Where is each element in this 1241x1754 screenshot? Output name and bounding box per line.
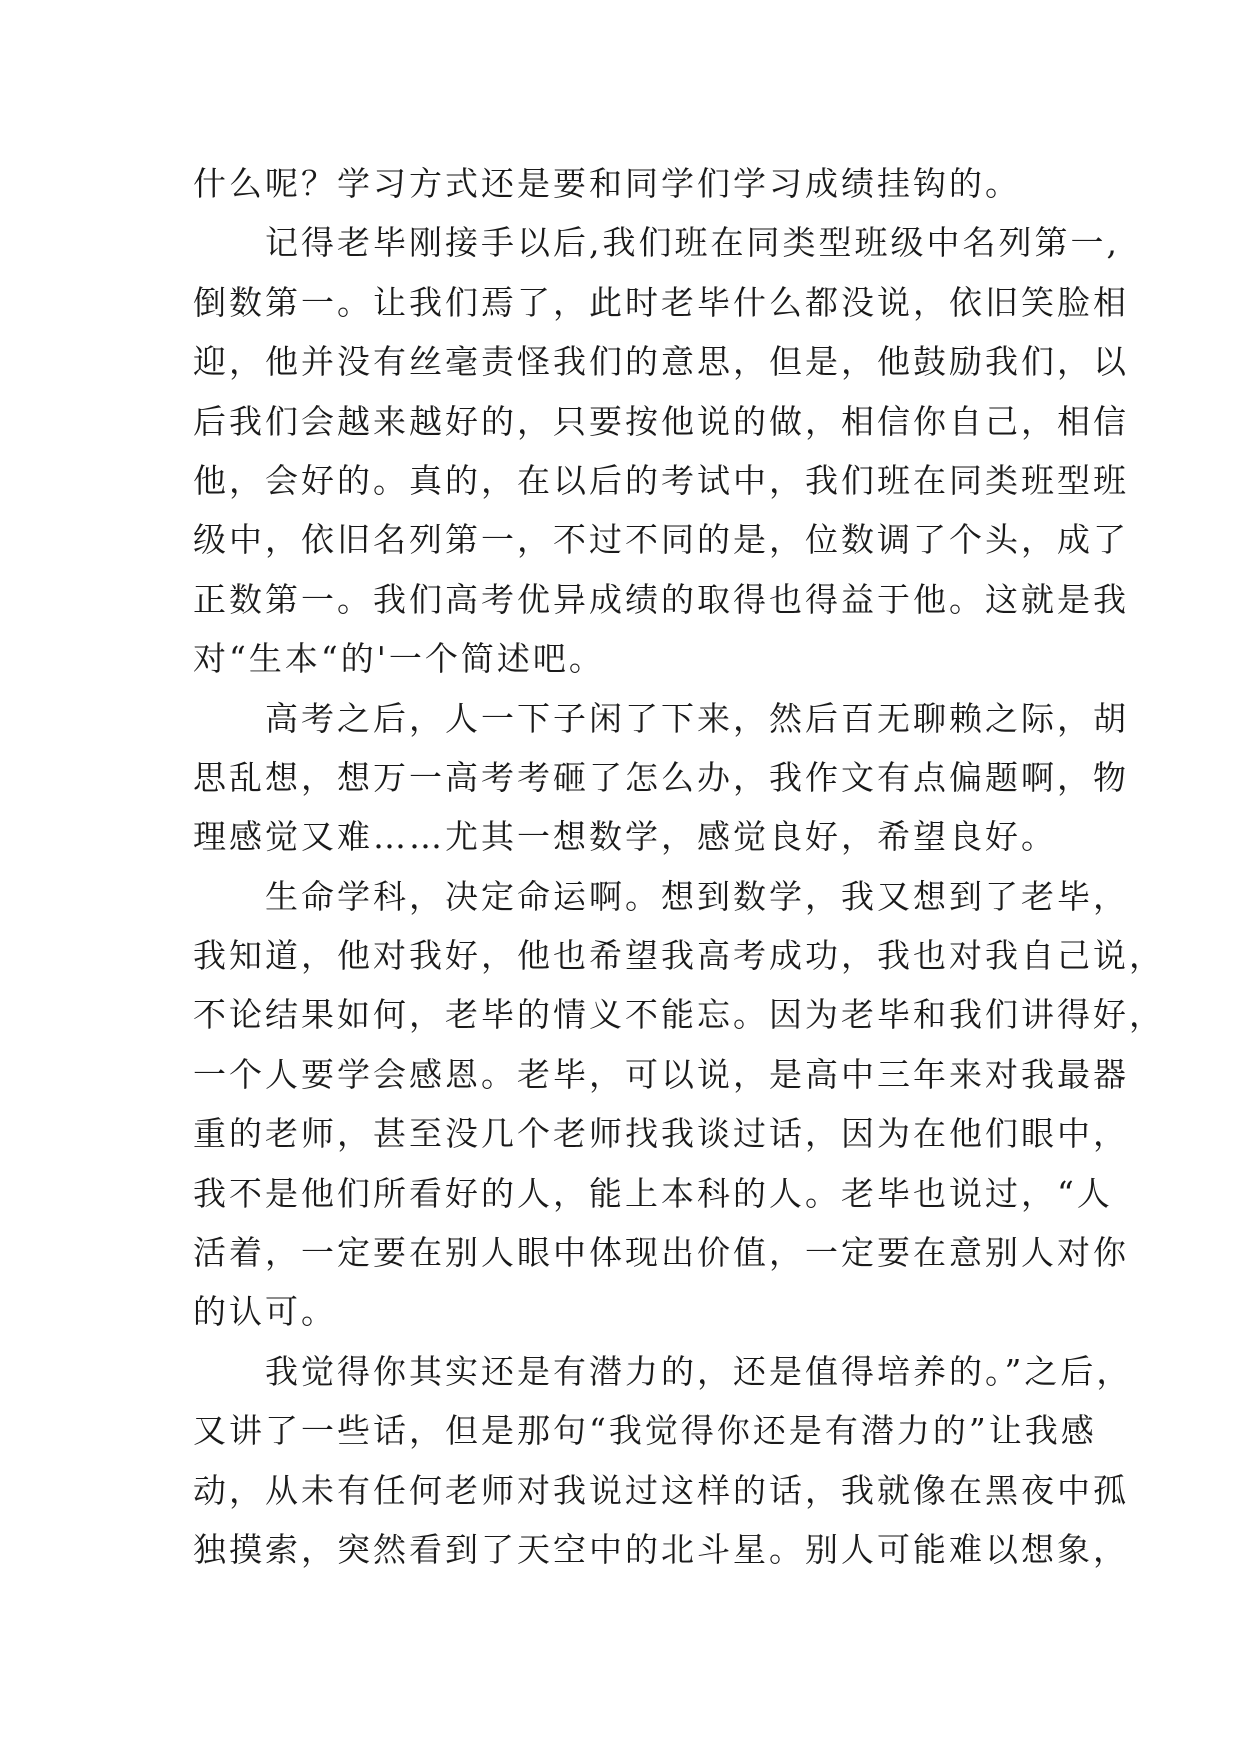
text-line: 我觉得你其实还是有潜力的，还是值得培养的。”之后，	[193, 1351, 1133, 1391]
text-line: 重的老师，甚至没几个老师找我谈过话，因为在他们眼中，	[193, 1114, 1129, 1154]
text-line: 独摸索，突然看到了天空中的北斗星。别人可能难以想象，	[193, 1529, 1129, 1569]
text-line: 的认可。	[193, 1292, 337, 1332]
text-line: 高考之后，人一下子闲了下来，然后百无聊赖之际，胡	[193, 698, 1129, 738]
text-line: 动，从未有任何老师对我说过这样的话，我就像在黑夜中孤	[193, 1470, 1129, 1510]
body-text	[193, 154, 1165, 1579]
text-line: 级中，依旧名列第一，不过不同的是，位数调了个头，成了	[193, 520, 1129, 560]
text-line: 又讲了一些话，但是那句“我觉得你还是有潜力的”让我感	[193, 1411, 1097, 1451]
text-line: 迎，他并没有丝毫责怪我们的意思，但是，他鼓励我们，以	[193, 342, 1129, 382]
text-line: 他，会好的。真的，在以后的考试中，我们班在同类班型班	[193, 460, 1129, 500]
text-line: 我知道，他对我好，他也希望我高考成功，我也对我自己说，	[193, 936, 1165, 976]
text-line: 一个人要学会感恩。老毕，可以说，是高中三年来对我最器	[193, 1054, 1129, 1094]
text-line: 不论结果如何，老毕的情义不能忘。因为老毕和我们讲得好，	[193, 995, 1165, 1035]
text-line: 后我们会越来越好的，只要按他说的做，相信你自己，相信	[193, 401, 1129, 441]
text-line: 我不是他们所看好的人，能上本科的人。老毕也说过，“人	[193, 1173, 1113, 1213]
text-line: 正数第一。我们高考优异成绩的取得也得益于他。这就是我	[193, 579, 1129, 619]
text-line: 思乱想，想万一高考考砸了怎么办，我作文有点偏题啊，物	[193, 757, 1129, 797]
text-line: 理感觉又难……尤其一想数学，感觉良好，希望良好。	[193, 817, 1057, 857]
text-line: 倒数第一。让我们焉了，此时老毕什么都没说，依旧笑脸相	[193, 282, 1129, 322]
text-line: 什么呢？学习方式还是要和同学们学习成绩挂钩的。	[193, 164, 1021, 203]
text-line: 记得老毕刚接手以后,我们班在同类型班级中名列第一,	[193, 223, 1120, 263]
text-line: 生命学科，决定命运啊。想到数学，我又想到了老毕，	[193, 876, 1129, 916]
text-line: 对“生本“的'一个简述吧。	[193, 639, 605, 679]
text-line: 活着，一定要在别人眼中体现出价值，一定要在意别人对你	[193, 1233, 1129, 1273]
